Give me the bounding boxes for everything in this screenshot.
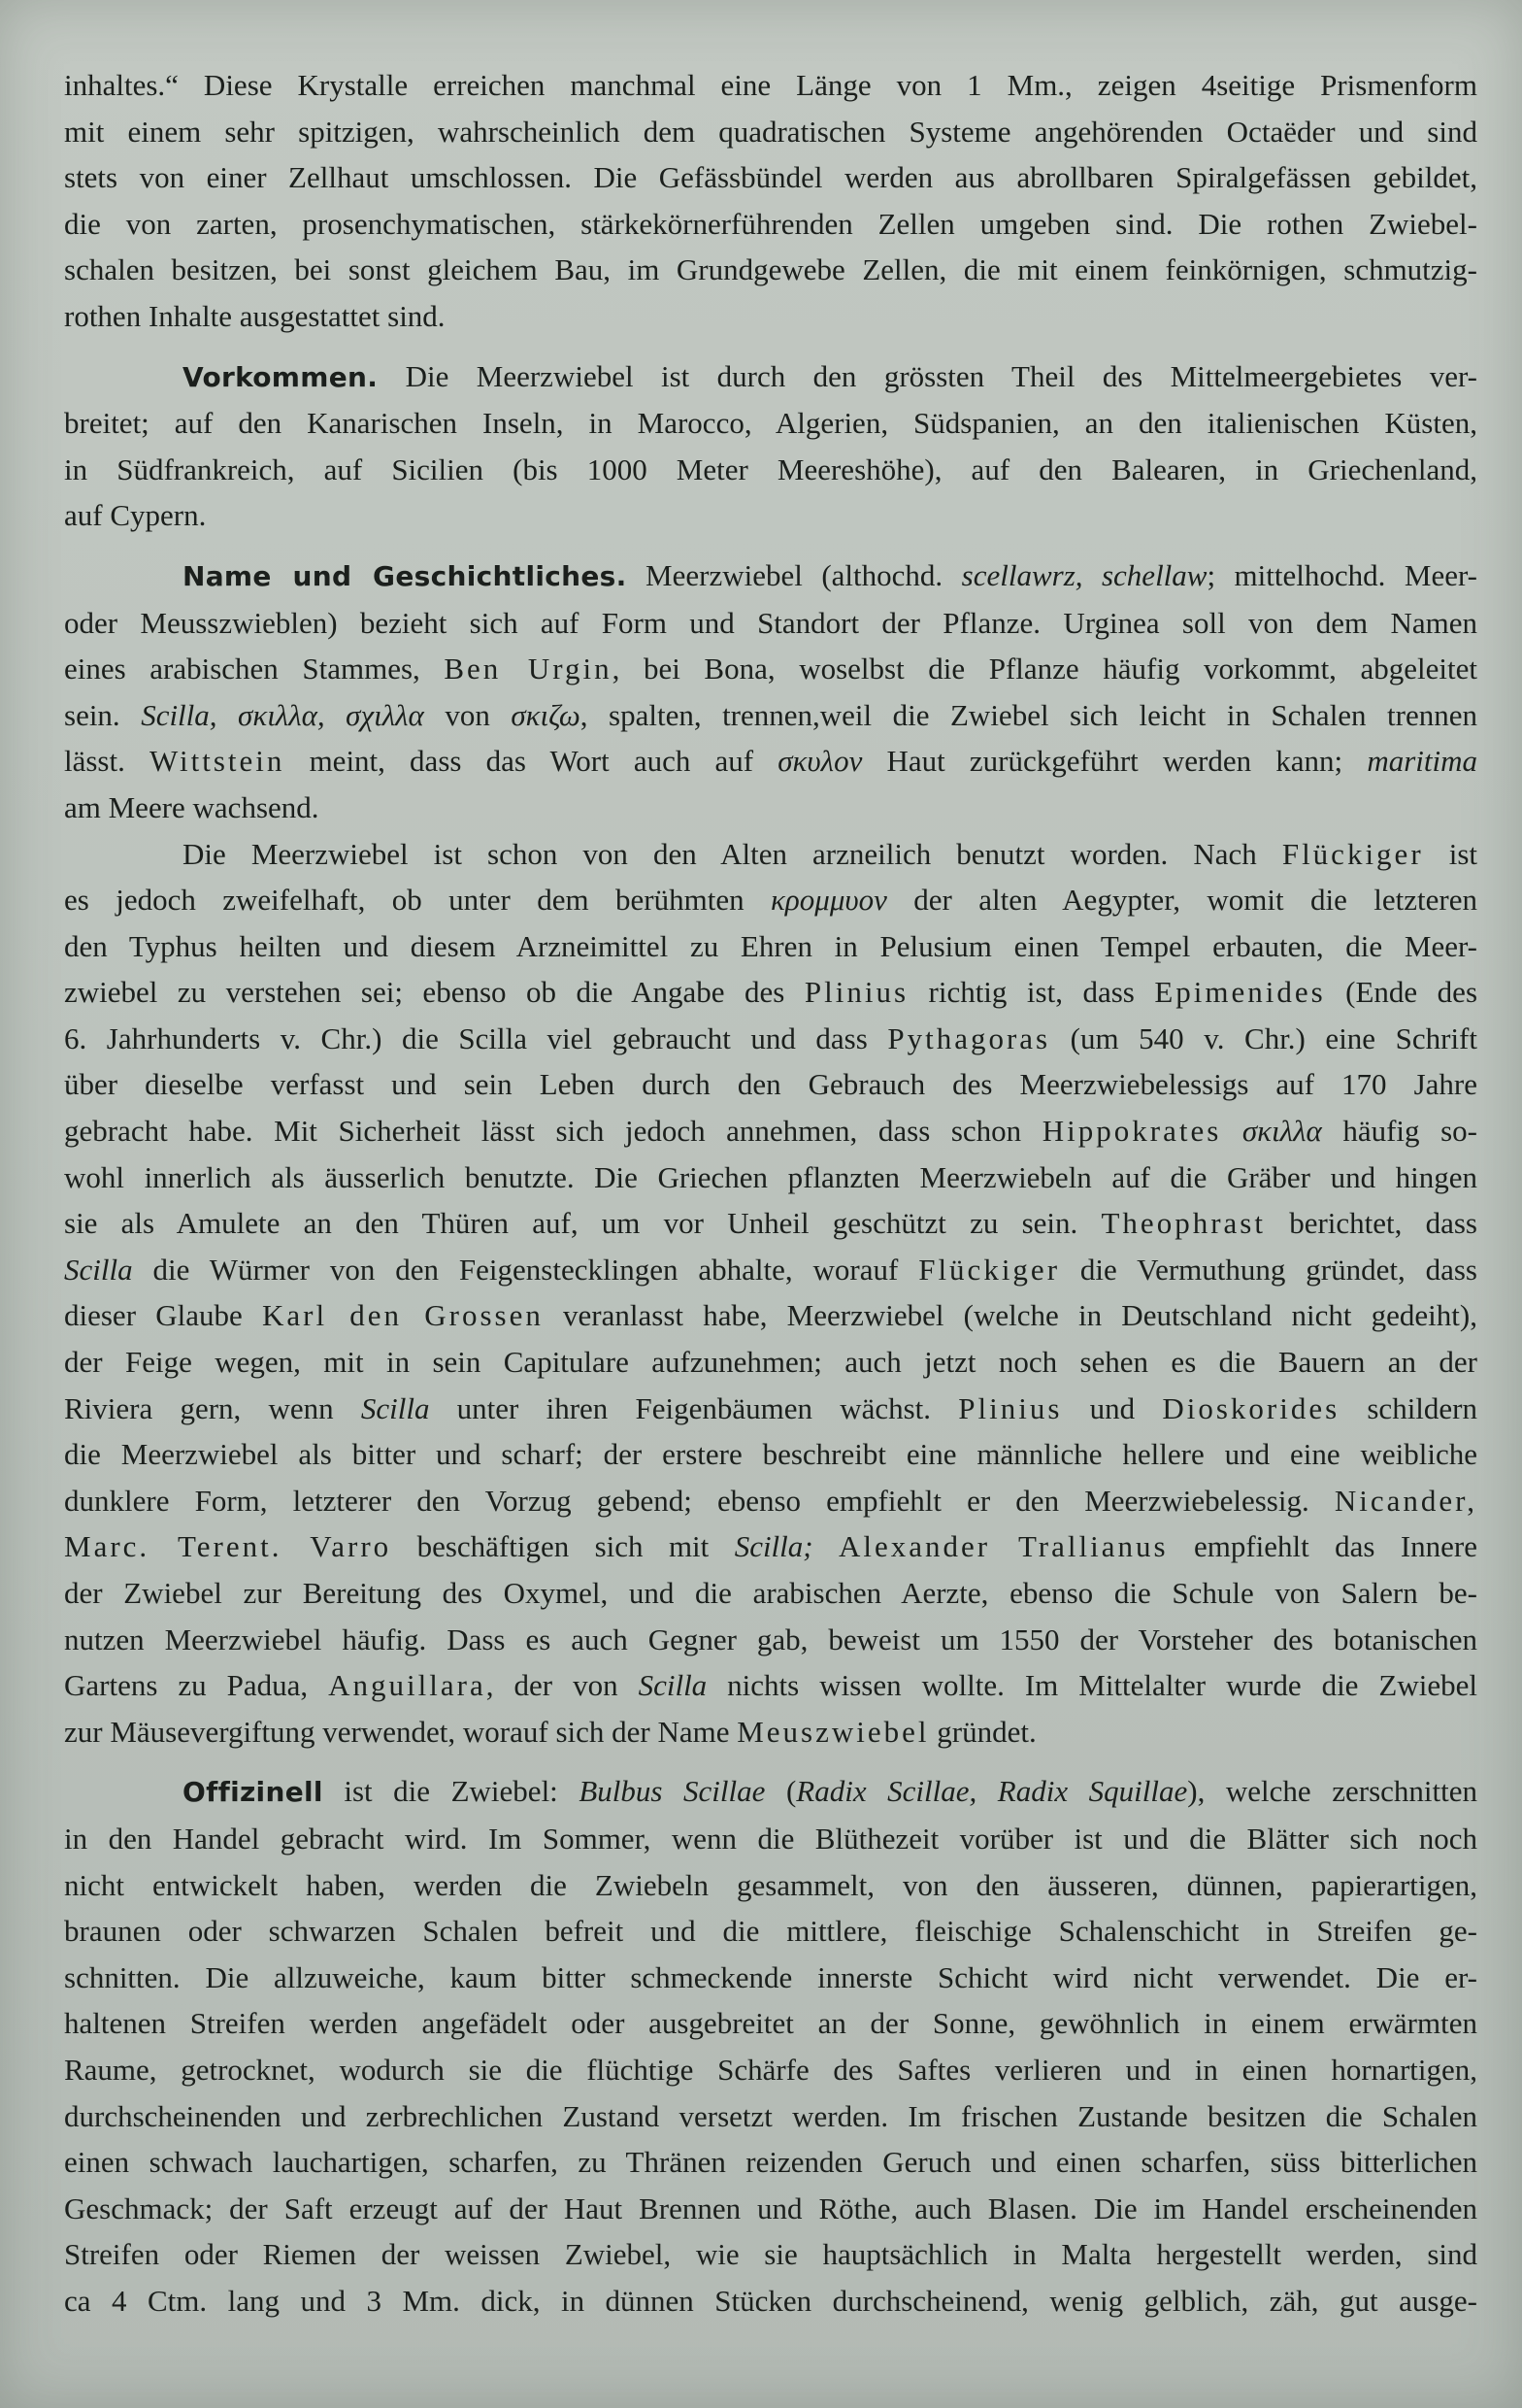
text-run: ist (1423, 836, 1477, 871)
text-run: zur Mäusevergiftung verwendet, worauf sich der Name (64, 1714, 738, 1749)
text-line (64, 492, 1477, 539)
italic-term: Bulbus Scillae (579, 1774, 766, 1809)
spaced-name: Flückiger (918, 1252, 1061, 1287)
text-line (64, 1339, 1477, 1386)
text-line (64, 1016, 1477, 1062)
text-run: sie als Amulete an den Thüren auf, um vor Unheil geschützt zu sein. (64, 1206, 1102, 1241)
text-run: in den Handel gebracht wird. Im Sommer, wenn die Blüthezeit vorüber ist und die Blätter sich noch (64, 1821, 1477, 1856)
text-line (64, 447, 1477, 493)
text-line (64, 1247, 1477, 1293)
italic-term: Scilla (64, 1252, 133, 1287)
text-run: sein. (64, 697, 142, 732)
text-run: und (1062, 1390, 1163, 1425)
text-line (64, 1768, 1477, 1816)
text-run: über dieselbe verfasst und sein Leben durch den Gebrauch des Meerzwiebelessigs auf 170 Jahre (64, 1067, 1477, 1102)
paragraph-name-geschichtliches (64, 552, 1477, 831)
text-line (64, 692, 1477, 739)
text-line (64, 400, 1477, 447)
text-run: dieser Glaube (64, 1298, 262, 1333)
text-run: der Zwiebel zur Bereitung des Oxymel, und die arabischen Aerzte, ebenso die Schule von Salern be- (64, 1576, 1477, 1610)
text-run: ist die Zwiebel: (322, 1774, 579, 1809)
text-run (813, 1529, 839, 1563)
italic-term: σκιλλα (1241, 1114, 1322, 1149)
text-run: Gartens zu Padua, (64, 1668, 329, 1703)
text-run: die Vermuthung gründet, dass (1060, 1252, 1477, 1287)
text-line (64, 1908, 1477, 1955)
text-run: ), welche zerschnitten (1187, 1774, 1478, 1809)
text-run: wohl innerlich als äusserlich benutzte. Die Griechen pflanzten Meerzwiebeln auf die Gräber und hingen (64, 1159, 1477, 1194)
text-line (64, 2278, 1477, 2324)
text-run: lässt. (64, 744, 150, 779)
italic-term: Radix Scillae, Radix Squillae (796, 1774, 1188, 1809)
spaced-name: Hippokrates (1042, 1114, 1222, 1149)
spaced-name: Alexander Trallianus (839, 1529, 1169, 1564)
paragraph-crystals (64, 62, 1477, 340)
text-run (1221, 1114, 1242, 1148)
text-run: veranlasst habe, Meerzwiebel (welche in Deutschland nicht gedeiht), (543, 1298, 1477, 1333)
italic-term: maritima (1367, 744, 1477, 779)
section-heading: Vorkommen. (182, 360, 379, 393)
text-run: die Würmer von den Feigenstecklingen abhalte, worauf (132, 1252, 919, 1287)
text-run: der Feige wegen, mit in sein Capitulare aufzunehmen; auch jetzt noch sehen es die Bauern an der (64, 1345, 1477, 1380)
text-run: Streifen oder Riemen der weissen Zwiebel, wie sie hauptsächlich in Malta hergestellt werden, sind (64, 2237, 1477, 2272)
text-line (64, 552, 1477, 600)
text-run: braunen oder schwarzen Schalen befreit und die mittlere, fleischige Schalenschicht in Streifen ge- (64, 1914, 1477, 1949)
text-run: es jedoch zweifelhaft, ob unter dem berühmten (64, 883, 771, 918)
text-line (64, 247, 1477, 293)
text-run: 6. Jahrhunderts v. Chr.) die Scilla viel gebraucht und dass (64, 1020, 888, 1055)
text-run: , der von (485, 1668, 639, 1703)
text-run: der alten Aegypter, womit die letzteren (886, 883, 1477, 918)
spaced-name: Wittstein (149, 744, 285, 779)
text-run: schnitten. Die allzuweiche, kaum bitter schmeckende innerste Schicht wird nicht verwendet. Die er- (64, 1959, 1477, 1994)
text-run: rothen Inhalte ausgestattet sind. (64, 298, 446, 333)
text-line (64, 923, 1477, 970)
italic-term: σκιζω (511, 697, 580, 732)
text-run: inhaltes.“ Diese Krystalle erreichen manchmal eine Länge von 1 Mm., zeigen 4seitige Prismenform (64, 68, 1477, 102)
text-run: richtig ist, dass (909, 975, 1155, 1010)
text-run: schildern (1340, 1390, 1477, 1425)
text-line (64, 831, 1477, 878)
text-line (64, 785, 1477, 831)
text-line (64, 2093, 1477, 2140)
text-run: haltenen Streifen werden angefädelt oder ausgebreitet an der Sonne, gewöhnlich in einem erwärmten (64, 2006, 1477, 2041)
spaced-name: Karl den Grossen (261, 1298, 544, 1333)
text-line (64, 1816, 1477, 1862)
text-run: gebracht habe. Mit Sicherheit lässt sich jedoch annehmen, dass schon (64, 1114, 1042, 1149)
text-line (64, 1478, 1477, 1524)
text-run: mit einem sehr spitzigen, wahrscheinlich dem quadratischen Systeme angehörenden Octaëder und sind (64, 114, 1477, 149)
text-run: berichtet, dass (1265, 1206, 1477, 1241)
text-run: Haut zurückgeführt werden kann; (862, 744, 1368, 779)
spaced-name: Ben Urgin (444, 652, 612, 686)
text-run: , spalten, trennen,weil die Zwiebel sich leicht in Schalen trennen (579, 697, 1478, 732)
text-run: durchscheinenden und zerbrechlichen Zustand versetzt werden. Im frischen Zustande besitzen die Schalen (64, 2098, 1477, 2133)
text-run: beschäftigen sich mit (391, 1529, 735, 1564)
text-line (64, 1955, 1477, 2001)
text-run: unter ihren Feigenbäumen wächst. (429, 1390, 959, 1425)
spaced-name: Marc. Terent. Varro (64, 1529, 392, 1564)
text-run: Die Meerzwiebel ist schon von den Alten arzneilich benutzt worden. Nach (182, 836, 1282, 871)
spaced-name: Nicander, (1334, 1483, 1477, 1518)
text-line (64, 62, 1477, 109)
text-run: Geschmack; der Saft erzeugt auf der Haut Brennen und Röthe, auch Blasen. Die im Handel erscheinenden (64, 2191, 1477, 2225)
text-line (64, 201, 1477, 248)
text-run: (Ende des (1325, 975, 1478, 1010)
text-line (64, 1108, 1477, 1154)
text-run: empfiehlt das Innere (1168, 1529, 1478, 1564)
spaced-name: Anguillara (328, 1668, 486, 1703)
text-run: schalen besitzen, bei sonst gleichem Bau, im Grundgewebe Zellen, die mit einem feinkörnigen, schmutzig- (64, 252, 1477, 287)
text-run: ( (765, 1774, 797, 1809)
section-heading: Name und Geschichtliches. (182, 559, 627, 592)
text-line (64, 154, 1477, 201)
text-run: am Meere wachsend. (64, 789, 319, 824)
text-run: breitet; auf den Kanarischen Inseln, in Marocco, Algerien, Südspanien, an den italienischen Küsten, (64, 406, 1477, 441)
text-run: einen schwach lauchartigen, scharfen, zu Thränen reizenden Geruch und einen scharfen, süss bitterlichen (64, 2145, 1477, 2180)
text-run: auf Cypern. (64, 498, 207, 533)
text-line (64, 2000, 1477, 2047)
text-run: gründet. (929, 1714, 1037, 1749)
text-line (64, 1570, 1477, 1617)
text-run: die von zarten, prosenchymatischen, stärkekörnerführenden Zellen umgeben sind. Die rothen Zwiebel- (64, 206, 1477, 241)
text-run: , bei Bona, woselbst die Pflanze häufig vorkommt, abgeleitet (612, 652, 1477, 686)
spaced-name: Pythagoras (887, 1020, 1051, 1055)
italic-term: Scilla, σκιλλα, σχιλλα (141, 697, 424, 732)
text-line (64, 1523, 1477, 1570)
italic-term: κρομμυον (771, 883, 887, 918)
text-run: von (423, 697, 512, 732)
spaced-name: Epimenides (1154, 975, 1326, 1010)
body-text (64, 62, 1477, 2324)
text-run: ca 4 Ctm. lang und 3 Mm. dick, in dünnen Stücken durchscheinend, wenig gelblich, zäh, gut ausge- (64, 2283, 1477, 2318)
text-line (64, 109, 1477, 155)
text-run: in Südfrankreich, auf Sicilien (bis 1000 Meter Meereshöhe), auf den Balearen, in Griechenland, (64, 452, 1477, 486)
text-line (64, 738, 1477, 785)
text-line (64, 1061, 1477, 1108)
text-line (64, 2186, 1477, 2232)
text-run: Raume, getrocknet, wodurch sie die flüchtige Schärfe des Saftes verlieren und in einen hornartigen, (64, 2052, 1477, 2087)
spaced-name: Meuszwiebel (737, 1714, 930, 1749)
text-line (64, 1862, 1477, 1909)
spaced-name: Theophrast (1101, 1206, 1266, 1241)
text-run: Die Meerzwiebel ist durch den grössten Theil des Mittelmeergebietes ver- (378, 358, 1477, 393)
text-line (64, 1709, 1477, 1756)
text-run: Meerzwiebel (althochd. (626, 557, 962, 592)
paragraph-history (64, 831, 1477, 1756)
text-run: (um 540 v. Chr.) eine Schrift (1050, 1020, 1477, 1055)
text-line (64, 353, 1477, 401)
paragraph-vorkommen (64, 353, 1477, 539)
text-run: die Meerzwiebel als bitter und scharf; der erstere beschreibt eine männliche hellere und eine weibliche (64, 1437, 1477, 1472)
text-line (64, 969, 1477, 1016)
text-line (64, 877, 1477, 923)
text-run: meint, dass das Wort auch auf (284, 744, 778, 779)
text-run: stets von einer Zellhaut umschlossen. Die Gefässbündel werden aus abrollbaren Spiralgefässen gebildet, (64, 160, 1477, 195)
text-run: den Typhus heilten und diesem Arzneimittel zu Ehren in Pelusium einen Tempel erbauten, die Meer- (64, 928, 1477, 963)
spaced-name: Plinius (804, 975, 910, 1010)
text-run: zwiebel zu verstehen sei; ebenso ob die Angabe des (64, 975, 805, 1010)
text-line (64, 1662, 1477, 1709)
text-line (64, 2139, 1477, 2186)
text-line (64, 1200, 1477, 1247)
italic-term: scellawrz, schellaw (961, 557, 1208, 592)
text-line (64, 1617, 1477, 1663)
text-line (64, 1431, 1477, 1478)
text-run: nutzen Meerzwiebel häufig. Dass es auch Gegner gab, beweist um 1550 der Vorsteher des botanischen (64, 1622, 1477, 1656)
text-run: ; mittelhochd. Meer- (1207, 557, 1477, 592)
section-heading: Offizinell (182, 1776, 323, 1809)
text-line (64, 293, 1477, 340)
text-run: eines arabischen Stammes, (64, 652, 445, 686)
italic-term: Scilla; (734, 1529, 813, 1564)
spaced-name: Plinius (958, 1390, 1063, 1425)
text-line (64, 1292, 1477, 1339)
italic-term: Scilla (638, 1668, 708, 1703)
text-run: oder Meusszwieblen) bezieht sich auf Form und Standort der Pflanze. Urginea soll von dem Namen (64, 605, 1477, 640)
italic-term: Scilla (360, 1390, 430, 1425)
text-run: dunklere Form, letzterer den Vorzug gebend; ebenso empfiehlt er den Meerzwiebelessig. (64, 1483, 1335, 1518)
text-line (64, 2231, 1477, 2278)
text-line (64, 1154, 1477, 1201)
italic-term: σκυλον (778, 744, 863, 779)
text-line (64, 646, 1477, 692)
spaced-name: Flückiger (1281, 836, 1424, 871)
text-line (64, 600, 1477, 647)
text-run: Riviera gern, wenn (64, 1390, 361, 1425)
text-run: nicht entwickelt haben, werden die Zwiebeln gesammelt, von den äusseren, dünnen, papierartigen, (64, 1867, 1477, 1902)
text-line (64, 2047, 1477, 2093)
text-run: nichts wissen wollte. Im Mittelalter wurde die Zwiebel (707, 1668, 1478, 1703)
paragraph-offizinell (64, 1768, 1477, 2324)
spaced-name: Dioskorides (1162, 1390, 1340, 1425)
text-line (64, 1386, 1477, 1432)
text-run: häufig so- (1321, 1114, 1477, 1149)
